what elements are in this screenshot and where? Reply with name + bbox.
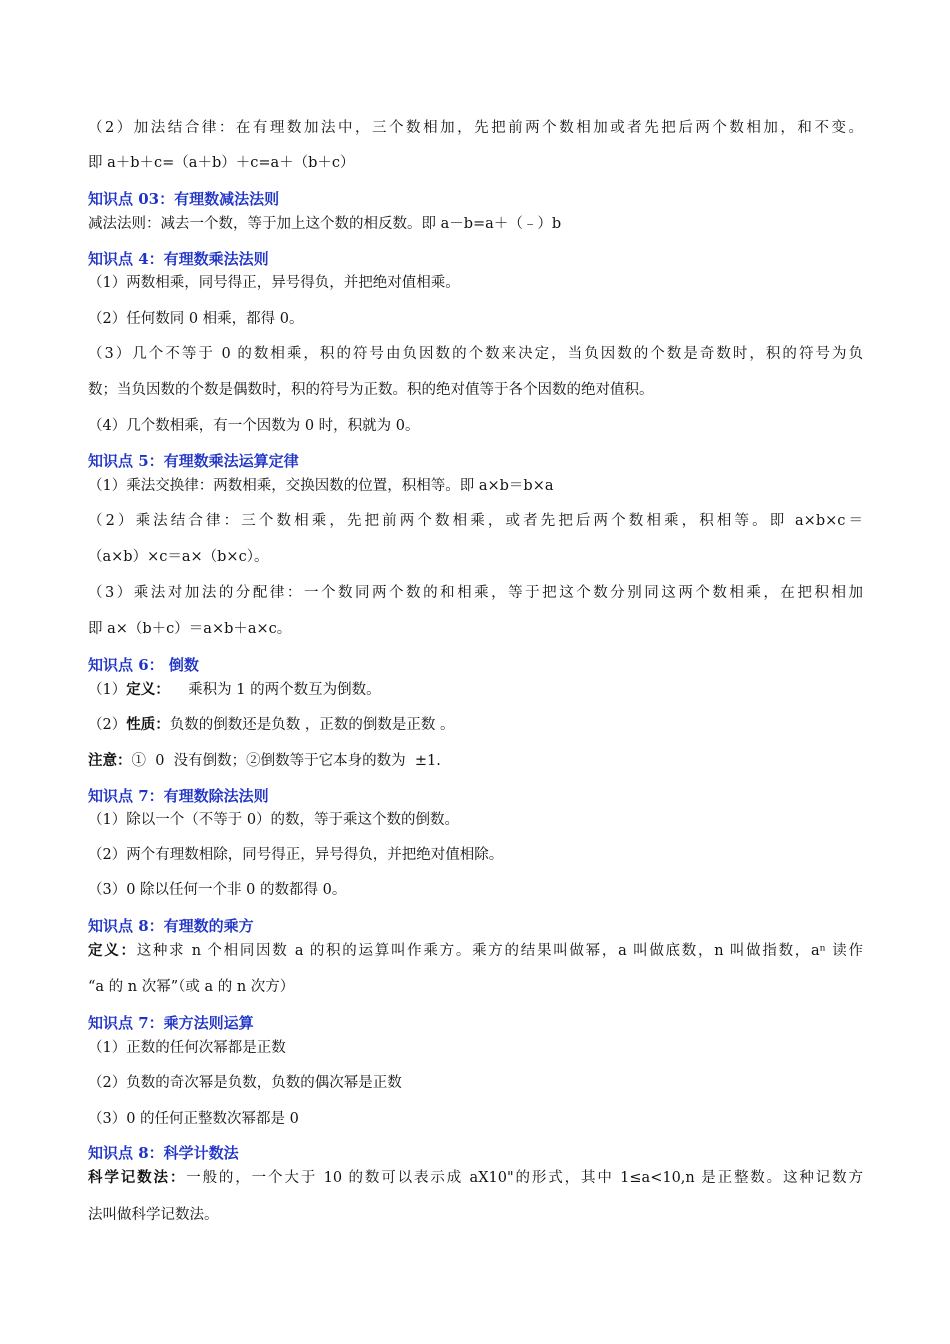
text-line: （1）正数的任何次幂都是正数 [88,1040,286,1056]
text-line: （1）除以一个（不等于 0）的数，等于乘这个数的倒数。 [88,812,460,828]
section-heading: 知识点 5：有理数乘法运算定律 [88,452,299,470]
text-line [88,715,454,735]
text-line: 减法法则：减去一个数，等于加上这个数的相反数。即 a－b=a＋（﹣）b [88,216,562,232]
section-heading: 知识点 7：乘方法则运算 [88,1014,254,1032]
text-line: （1）两数相乘，同号得正，异号得负，并把绝对值相乘。 [88,275,460,291]
text-line [88,751,441,771]
text-span: （1） [88,682,127,698]
section-heading: 知识点 4：有理数乘法法则 [88,250,269,268]
text-line: 法叫做科学记数法。 [88,1207,219,1223]
text-span: 乘积为 1 的两个数互为倒数。 [169,682,381,698]
text-line: （2）负数的奇次幂是负数，负数的偶次幂是正数 [88,1075,402,1091]
text-span: 负数的倒数还是负数 ，正数的倒数是正数 。 [169,717,455,733]
text-line: 数；当负因数的个数是偶数时，积的符号为正数。积的绝对值等于各个因数的绝对值积。 [88,382,654,398]
text-line: （3）乘法对加法的分配律：一个数同两个数的和相乘，等于把这个数分别同这两个数相乘，在把积相加 [88,585,863,601]
bold-label: 注意： [88,752,132,769]
text-line: 即 a×（b＋c）＝a×b＋a×c。 [88,621,292,637]
text-line: （2）两个有理数相除，同号得正，异号得负，并把绝对值相除。 [88,847,504,863]
text-line: （3）几个不等于 0 的数相乘，积的符号由负因数的个数来决定，当负因数的个数是奇数时，积的符号为负 [88,346,863,362]
text-line: （a×b）×c＝a×（b×c）。 [88,549,269,565]
text-span: 一般的，一个大于 10 的数可以表示成 aX10"的形式，其中 1≤a<10,n 是正整数。这种记数方 [186,1170,864,1186]
text-span: 这种求 n 个相同因数 a 的积的运算叫作乘方。乘方的结果叫做幂，a 叫做底数，n 叫做指数，aⁿ 读作 [136,943,863,959]
text-line [88,941,863,961]
text-span: ① 0 没有倒数；②倒数等于它本身的数为 ±1. [131,753,441,769]
text-line: （2）加法结合律：在有理数加法中，三个数相加，先把前两个数相加或者先把后两个数相加，和不变。 [88,120,863,136]
section-heading: 知识点 8：科学计数法 [88,1144,239,1162]
section-heading: 知识点 6： 倒数 [88,656,199,674]
text-line: （3）0 的任何正整数次幂都是 0 [88,1111,299,1127]
section-heading: 知识点 03：有理数减法法则 [88,190,280,208]
text-line: （3）0 除以任何一个非 0 的数都得 0。 [88,882,347,898]
text-line: “a 的 n 次幂”（或 a 的 n 次方） [88,979,295,995]
bold-label: 科学记数法： [88,1169,187,1186]
section-heading: 知识点 8：有理数的乘方 [88,917,254,935]
text-line: 即 a＋b＋c=（a＋b）＋c=a＋（b＋c） [88,155,355,171]
text-line [88,680,381,700]
section-heading: 知识点 7：有理数除法法则 [88,787,269,805]
bold-label: 定义： [126,681,170,698]
text-line [88,1168,863,1188]
text-line: （1）乘法交换律：两数相乘，交换因数的位置，积相等。即 a×b＝b×a [88,478,554,494]
text-line: （4）几个数相乘，有一个因数为 0 时，积就为 0。 [88,418,420,434]
text-span: （2） [88,717,127,733]
bold-label: 性质： [126,716,170,733]
text-line: （2）任何数同 0 相乘，都得 0。 [88,311,304,327]
bold-label: 定义： [88,942,137,959]
text-line: （2）乘法结合律：三个数相乘，先把前两个数相乘，或者先把后两个数相乘，积相等。即 a×b×c＝ [88,513,863,529]
